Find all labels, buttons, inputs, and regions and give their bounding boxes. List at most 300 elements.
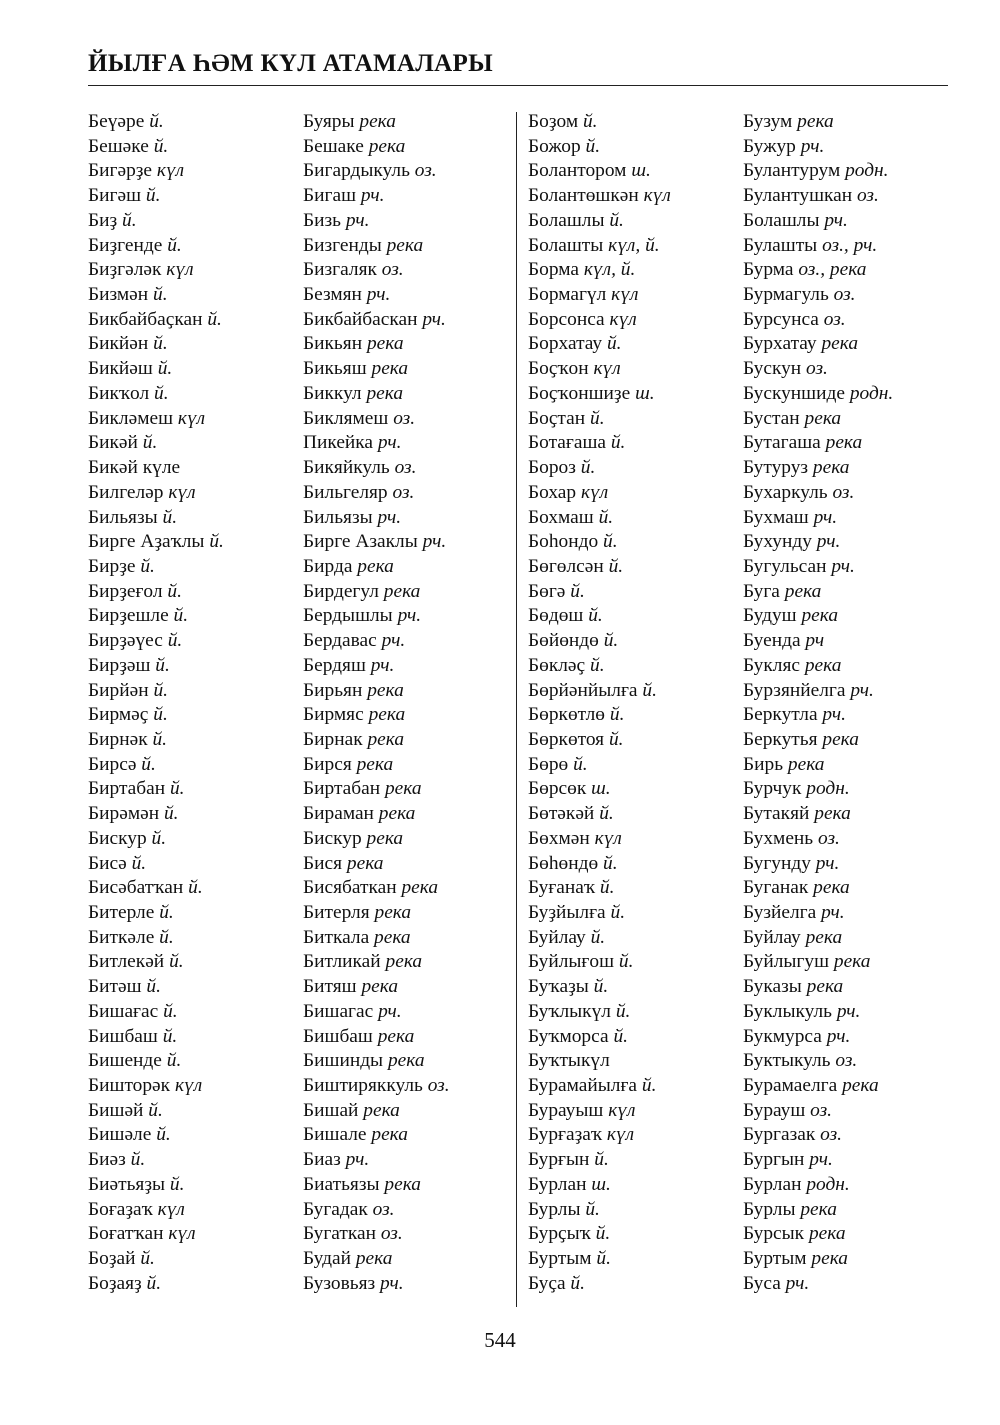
entry <box>528 1247 671 1272</box>
entry-type: родн. <box>849 382 894 404</box>
entry <box>303 679 450 704</box>
entry <box>88 1222 224 1247</box>
entry-type: родн. <box>806 1173 850 1195</box>
entry-type: река <box>366 333 404 355</box>
entry <box>528 728 671 753</box>
entry-type: оз. <box>818 827 840 849</box>
entry-name: Болантөшкән <box>528 185 639 207</box>
entry-name: Буҡморса <box>528 1025 609 1047</box>
entry-type: й. <box>580 457 596 479</box>
entry-type: й. <box>169 1173 185 1195</box>
entry-type: й. <box>590 407 605 429</box>
entry-type: рч. <box>378 1000 402 1022</box>
entry-type: й. <box>153 679 168 701</box>
entry-type: оз. <box>394 457 417 479</box>
entry <box>528 110 671 135</box>
entry <box>303 1198 450 1223</box>
entry-name: Биртабан <box>88 778 166 800</box>
entry <box>88 802 224 827</box>
entry-name: Бугульсан <box>743 555 827 577</box>
entry-type: рч. <box>816 531 841 553</box>
entry <box>528 159 671 184</box>
entry <box>88 654 224 679</box>
entry-type: й. <box>585 1198 600 1220</box>
entry <box>303 308 450 333</box>
entry <box>88 1247 224 1272</box>
entry <box>303 580 450 605</box>
entry <box>743 555 893 580</box>
entry-type: й. <box>167 234 182 256</box>
entry-name: Бирҙеғол <box>88 580 163 602</box>
entry-type: й. <box>590 926 606 948</box>
entry-name: Бизгенды <box>303 234 382 256</box>
entry-type: й. <box>153 333 168 355</box>
entry-name: Буса <box>743 1272 781 1294</box>
entry <box>88 555 224 580</box>
entry-type: рч. <box>822 704 846 726</box>
entry <box>528 852 671 877</box>
entry-name: Бухмаш <box>743 506 809 528</box>
entry-name: Борма <box>528 259 579 281</box>
entry <box>88 1123 224 1148</box>
entry-type: й. <box>603 531 618 553</box>
entry <box>528 901 671 926</box>
entry <box>303 604 450 629</box>
entry <box>88 679 224 704</box>
entry-name: Бикәй күле <box>88 457 181 479</box>
entry-type: й. <box>152 728 168 750</box>
entry-name: Бурауш <box>743 1099 806 1121</box>
entry <box>303 753 450 778</box>
entry <box>303 1123 450 1148</box>
entry-type: оз. <box>806 358 828 380</box>
entry-type: й. <box>596 1248 611 1270</box>
entry-type: оз. <box>393 407 416 429</box>
entry <box>88 1049 224 1074</box>
entry <box>303 357 450 382</box>
entry <box>303 852 450 877</box>
entry <box>743 703 893 728</box>
entry-name: Божор <box>528 135 581 157</box>
entry-type: рч. <box>785 1272 810 1294</box>
entry-type: рч. <box>366 284 391 306</box>
entry-name: Боғатҡан <box>88 1223 164 1245</box>
entry-type: й. <box>148 1099 163 1121</box>
entry-type: й. <box>610 902 626 923</box>
entry-name: Биклямеш <box>303 407 389 429</box>
entry-name: Бускун <box>743 358 802 380</box>
entry <box>528 604 671 629</box>
entry-name: Буказы <box>743 976 802 998</box>
entry <box>528 1173 671 1198</box>
entry <box>743 753 893 778</box>
entry-name: Бузовьяз <box>303 1272 376 1294</box>
entry <box>88 1173 224 1198</box>
entry-name: Бөһөндө <box>528 852 599 874</box>
entry-type: й. <box>146 976 161 998</box>
entry-type: й. <box>609 704 625 726</box>
entry-type: река <box>368 135 406 157</box>
entry-name: Битлекәй <box>88 951 165 973</box>
entry-type: оз. <box>427 1075 450 1097</box>
entry-name: Бишинды <box>303 1050 384 1072</box>
entry-name: Бирнак <box>303 728 363 750</box>
entry-type: оз. <box>810 1099 833 1121</box>
entry-type: й. <box>590 654 605 676</box>
entry-type: й. <box>151 827 167 849</box>
entry-type: й. <box>159 926 174 948</box>
entry <box>528 1099 671 1124</box>
entry <box>743 777 893 802</box>
entry <box>743 1148 893 1173</box>
entry-name: Бердяш <box>303 654 366 676</box>
entry-name: Биҙ <box>88 209 118 231</box>
entry-type: река <box>842 1075 879 1097</box>
entry-type: й. <box>167 630 183 652</box>
entry <box>303 1272 450 1297</box>
entry <box>528 1123 671 1148</box>
entry <box>88 382 224 407</box>
entry-type: й. <box>162 506 178 528</box>
entry-type: й. <box>595 1223 611 1245</box>
entry-type: күл <box>168 481 196 503</box>
entry-name: Билгеләр <box>88 481 164 503</box>
entry-type: й. <box>162 1025 178 1047</box>
entry-type: рч. <box>826 1025 851 1047</box>
entry-type: река <box>822 728 859 750</box>
entry <box>743 852 893 877</box>
entry-name: Бишәле <box>88 1124 152 1146</box>
entry-name: Буртым <box>528 1248 592 1270</box>
entry-type: күл <box>611 284 639 306</box>
entry <box>743 728 893 753</box>
entry <box>528 308 671 333</box>
entry-name: Биштиряккуль <box>303 1075 423 1097</box>
entry <box>88 827 224 852</box>
entry-name: Бурамайылға <box>528 1075 638 1097</box>
entry-name: Бешаке <box>303 135 364 157</box>
entry-name: Булантушкан <box>743 185 853 207</box>
entry <box>743 1123 893 1148</box>
entry-type: рч. <box>813 506 838 528</box>
entry-type: река <box>366 382 404 404</box>
entry-name: Бикәй <box>88 432 138 454</box>
entry-type: й. <box>131 852 147 874</box>
entry <box>743 308 893 333</box>
entry-type: й. <box>130 1149 146 1171</box>
column-russian-right <box>743 110 893 1297</box>
entry-name: Бирйән <box>88 679 149 701</box>
entry-name: Букляс <box>743 654 800 676</box>
entry <box>743 1074 893 1099</box>
column-russian-left <box>303 110 450 1297</box>
entry <box>303 135 450 160</box>
entry-name: Бисябаткан <box>303 877 397 899</box>
entry-name: Бугаткан <box>303 1223 376 1245</box>
entry <box>88 950 224 975</box>
entry-type: оз., рч. <box>822 234 878 256</box>
entry <box>88 530 224 555</box>
entry-type: река <box>385 951 423 973</box>
entry-type: рч. <box>850 679 874 701</box>
entry-type: родн. <box>845 160 889 182</box>
entry-name: Буйлығош <box>528 951 615 973</box>
entry-type: й. <box>642 679 657 701</box>
entry-type: река <box>387 1050 425 1072</box>
entry-name: Бикяйкуль <box>303 457 390 479</box>
entry-type: й. <box>618 951 634 973</box>
entry <box>528 950 671 975</box>
entry <box>88 407 224 432</box>
entry <box>303 901 450 926</box>
entry <box>88 629 224 654</box>
entry-name: Бустан <box>743 407 800 429</box>
entry-type: река <box>363 1099 400 1121</box>
entry <box>303 975 450 1000</box>
column-bashkir-left <box>88 110 224 1297</box>
entry-name: Буғанаҡ <box>528 877 596 899</box>
entry-name: Буҫа <box>528 1272 566 1294</box>
entry-type: рч. <box>836 1000 861 1022</box>
entry <box>743 209 893 234</box>
entry-name: Битяш <box>303 976 357 998</box>
entry-type: й. <box>154 382 169 404</box>
entry <box>88 234 224 259</box>
entry-type: ш. <box>591 1173 611 1195</box>
entry <box>88 1000 224 1025</box>
entry-name: Бурмагуль <box>743 284 829 306</box>
entry-type: й. <box>163 803 179 825</box>
entry <box>743 876 893 901</box>
entry-name: Биртабан <box>303 778 381 800</box>
entry-name: Бузум <box>743 111 793 132</box>
entry-type: й. <box>149 111 164 132</box>
entry <box>743 679 893 704</box>
entry-type: күл <box>643 185 671 207</box>
entry-type: река <box>800 1198 837 1220</box>
entry-type: күл <box>174 1075 203 1097</box>
entry-name: Болашлы <box>743 209 820 231</box>
entry-type: й. <box>608 728 624 750</box>
entry-type: река <box>787 753 825 775</box>
entry-name: Бирмәҫ <box>88 704 149 726</box>
entry <box>743 827 893 852</box>
entry-name: Бикҡол <box>88 382 150 404</box>
entry <box>743 901 893 926</box>
entry-name: Буйлау <box>528 926 586 948</box>
entry-type: оз. <box>820 1124 843 1146</box>
entry-type: оз. <box>833 284 856 306</box>
entry-type: река <box>383 580 421 602</box>
entry-type: родн. <box>806 778 850 800</box>
entry-type: рч <box>805 630 825 652</box>
entry-type: река <box>825 432 863 454</box>
entry-name: Биәтьяҙы <box>88 1173 166 1195</box>
entry <box>303 703 450 728</box>
entry-name: Бөдөш <box>528 605 584 627</box>
entry-name: Бохар <box>528 481 577 503</box>
entry-name: Бурауыш <box>528 1099 604 1121</box>
entry <box>88 357 224 382</box>
entry-type: й. <box>146 1272 162 1294</box>
entry <box>88 283 224 308</box>
entry-name: Бердавас <box>303 630 377 652</box>
entry-name: Бөрсөк <box>528 778 587 800</box>
entry-name: Битерле <box>88 902 155 923</box>
entry <box>743 975 893 1000</box>
entry-type: й. <box>145 185 161 207</box>
entry <box>303 1025 450 1050</box>
page-number: 544 <box>484 1328 516 1352</box>
entry <box>743 431 893 456</box>
entry <box>88 1272 224 1297</box>
entry-type: рч. <box>397 605 422 627</box>
entry-type: й. <box>157 358 173 380</box>
entry-name: Бикйәш <box>88 358 153 380</box>
entry-name: Беркутья <box>743 728 818 750</box>
entry-name: Безмян <box>303 284 362 306</box>
entry <box>743 950 893 975</box>
entry <box>303 382 450 407</box>
entry-name: Биткәле <box>88 926 155 948</box>
entry-name: Боҙай <box>88 1248 136 1270</box>
entry-type: река <box>355 1248 393 1270</box>
column-divider <box>516 112 517 1307</box>
entry-type: рч. <box>377 432 402 454</box>
entry-type: күл <box>593 358 621 380</box>
entry <box>528 431 671 456</box>
entry <box>88 159 224 184</box>
entry-type: й. <box>570 580 585 602</box>
entry <box>528 629 671 654</box>
entry-type: й. <box>613 1025 628 1047</box>
entry <box>88 1074 224 1099</box>
entry-type: й. <box>169 778 185 800</box>
entry-name: Бугадак <box>303 1198 368 1220</box>
entry-type: река <box>801 605 839 627</box>
entry-name: Бирмяс <box>303 704 364 726</box>
entry-type: река <box>371 1124 408 1146</box>
entry-type: күл <box>580 481 609 503</box>
entry <box>528 209 671 234</box>
entry-type: рч. <box>381 630 406 652</box>
entry-name: Буганак <box>743 877 809 899</box>
entry-type: река <box>813 877 850 899</box>
entry-type: рч. <box>809 1149 833 1171</box>
entry <box>303 926 450 951</box>
entry-type: й. <box>608 555 624 577</box>
entry <box>303 654 450 679</box>
entry-type: й. <box>207 308 222 330</box>
entry-name: Боҙаяҙ <box>88 1272 142 1294</box>
entry-name: Бердышлы <box>303 605 393 627</box>
entry-type: й. <box>573 753 588 775</box>
entry <box>303 1099 450 1124</box>
entry <box>528 753 671 778</box>
entry-type: күл <box>157 1198 185 1220</box>
entry <box>743 481 893 506</box>
entry-name: Буйлау <box>743 926 801 948</box>
entry-name: Бешәке <box>88 135 149 157</box>
entry-name: Бурхатау <box>743 333 817 355</box>
entry <box>528 407 671 432</box>
entry-type: река <box>346 852 384 874</box>
entry-name: Биҙгәләк <box>88 259 162 281</box>
entry-type: рч. <box>360 185 385 207</box>
entry-name: Биаз <box>303 1149 341 1171</box>
entry-type: река <box>371 358 409 380</box>
entry <box>88 135 224 160</box>
entry-name: Бөгә <box>528 580 566 602</box>
entry-type: рч. <box>800 135 825 157</box>
entry-type: й. <box>598 506 614 528</box>
entry <box>88 1198 224 1223</box>
entry-name: Бирдегул <box>303 580 379 602</box>
entry <box>743 283 893 308</box>
entry-type: река <box>806 976 844 998</box>
entry <box>743 456 893 481</box>
entry-type: күл <box>606 1124 635 1146</box>
entry <box>528 530 671 555</box>
entry <box>743 159 893 184</box>
entry-type: й. <box>155 654 170 676</box>
entry-type: оз. <box>835 1050 858 1072</box>
entry <box>88 703 224 728</box>
entry-name: Бормагүл <box>528 284 607 306</box>
entry-type: река <box>808 1223 846 1245</box>
entry-type: ш. <box>635 382 655 404</box>
entry-name: Бисәбатҡан <box>88 877 184 899</box>
entry-name: Бирьян <box>303 679 363 701</box>
entry-type: й. <box>603 630 619 652</box>
entry-name: Биткала <box>303 926 370 948</box>
entry-type: ш. <box>591 778 611 800</box>
entry <box>743 1049 893 1074</box>
entry-type: оз. <box>832 481 855 503</box>
entry-name: Бохмаш <box>528 506 594 528</box>
entry-name: Бискур <box>88 827 147 849</box>
entry <box>303 506 450 531</box>
entry-name: Борхатау <box>528 333 603 355</box>
entry-name: Буҡаҙы <box>528 976 589 998</box>
entry-name: Бухунду <box>743 531 812 553</box>
entry <box>528 357 671 382</box>
entry-name: Бизгаляк <box>303 259 377 281</box>
entry-name: Бутакяй <box>743 803 810 825</box>
entry <box>528 1074 671 1099</box>
entry <box>88 110 224 135</box>
entry-name: Болантором <box>528 160 627 182</box>
entry-type: й. <box>140 1248 155 1270</box>
entry-name: Бирҙе <box>88 555 136 577</box>
entry-type: рч. <box>380 1272 404 1294</box>
entry-name: Бирге Азаклы <box>303 531 418 553</box>
entry-type: река <box>366 827 404 849</box>
entry-name: Бишагас <box>303 1000 374 1022</box>
entry <box>303 234 450 259</box>
entry <box>528 777 671 802</box>
entry-name: Буйлыгуш <box>743 951 830 973</box>
entry <box>303 1049 450 1074</box>
entry <box>743 654 893 679</box>
entry-name: Бузйелга <box>743 902 817 923</box>
entry-type: й. <box>153 284 168 306</box>
entry-type: й. <box>603 852 618 874</box>
entry-type: й. <box>159 902 174 923</box>
entry-type: күл <box>166 259 194 281</box>
entry-name: Бигаш <box>303 185 357 207</box>
entry <box>743 1198 893 1223</box>
